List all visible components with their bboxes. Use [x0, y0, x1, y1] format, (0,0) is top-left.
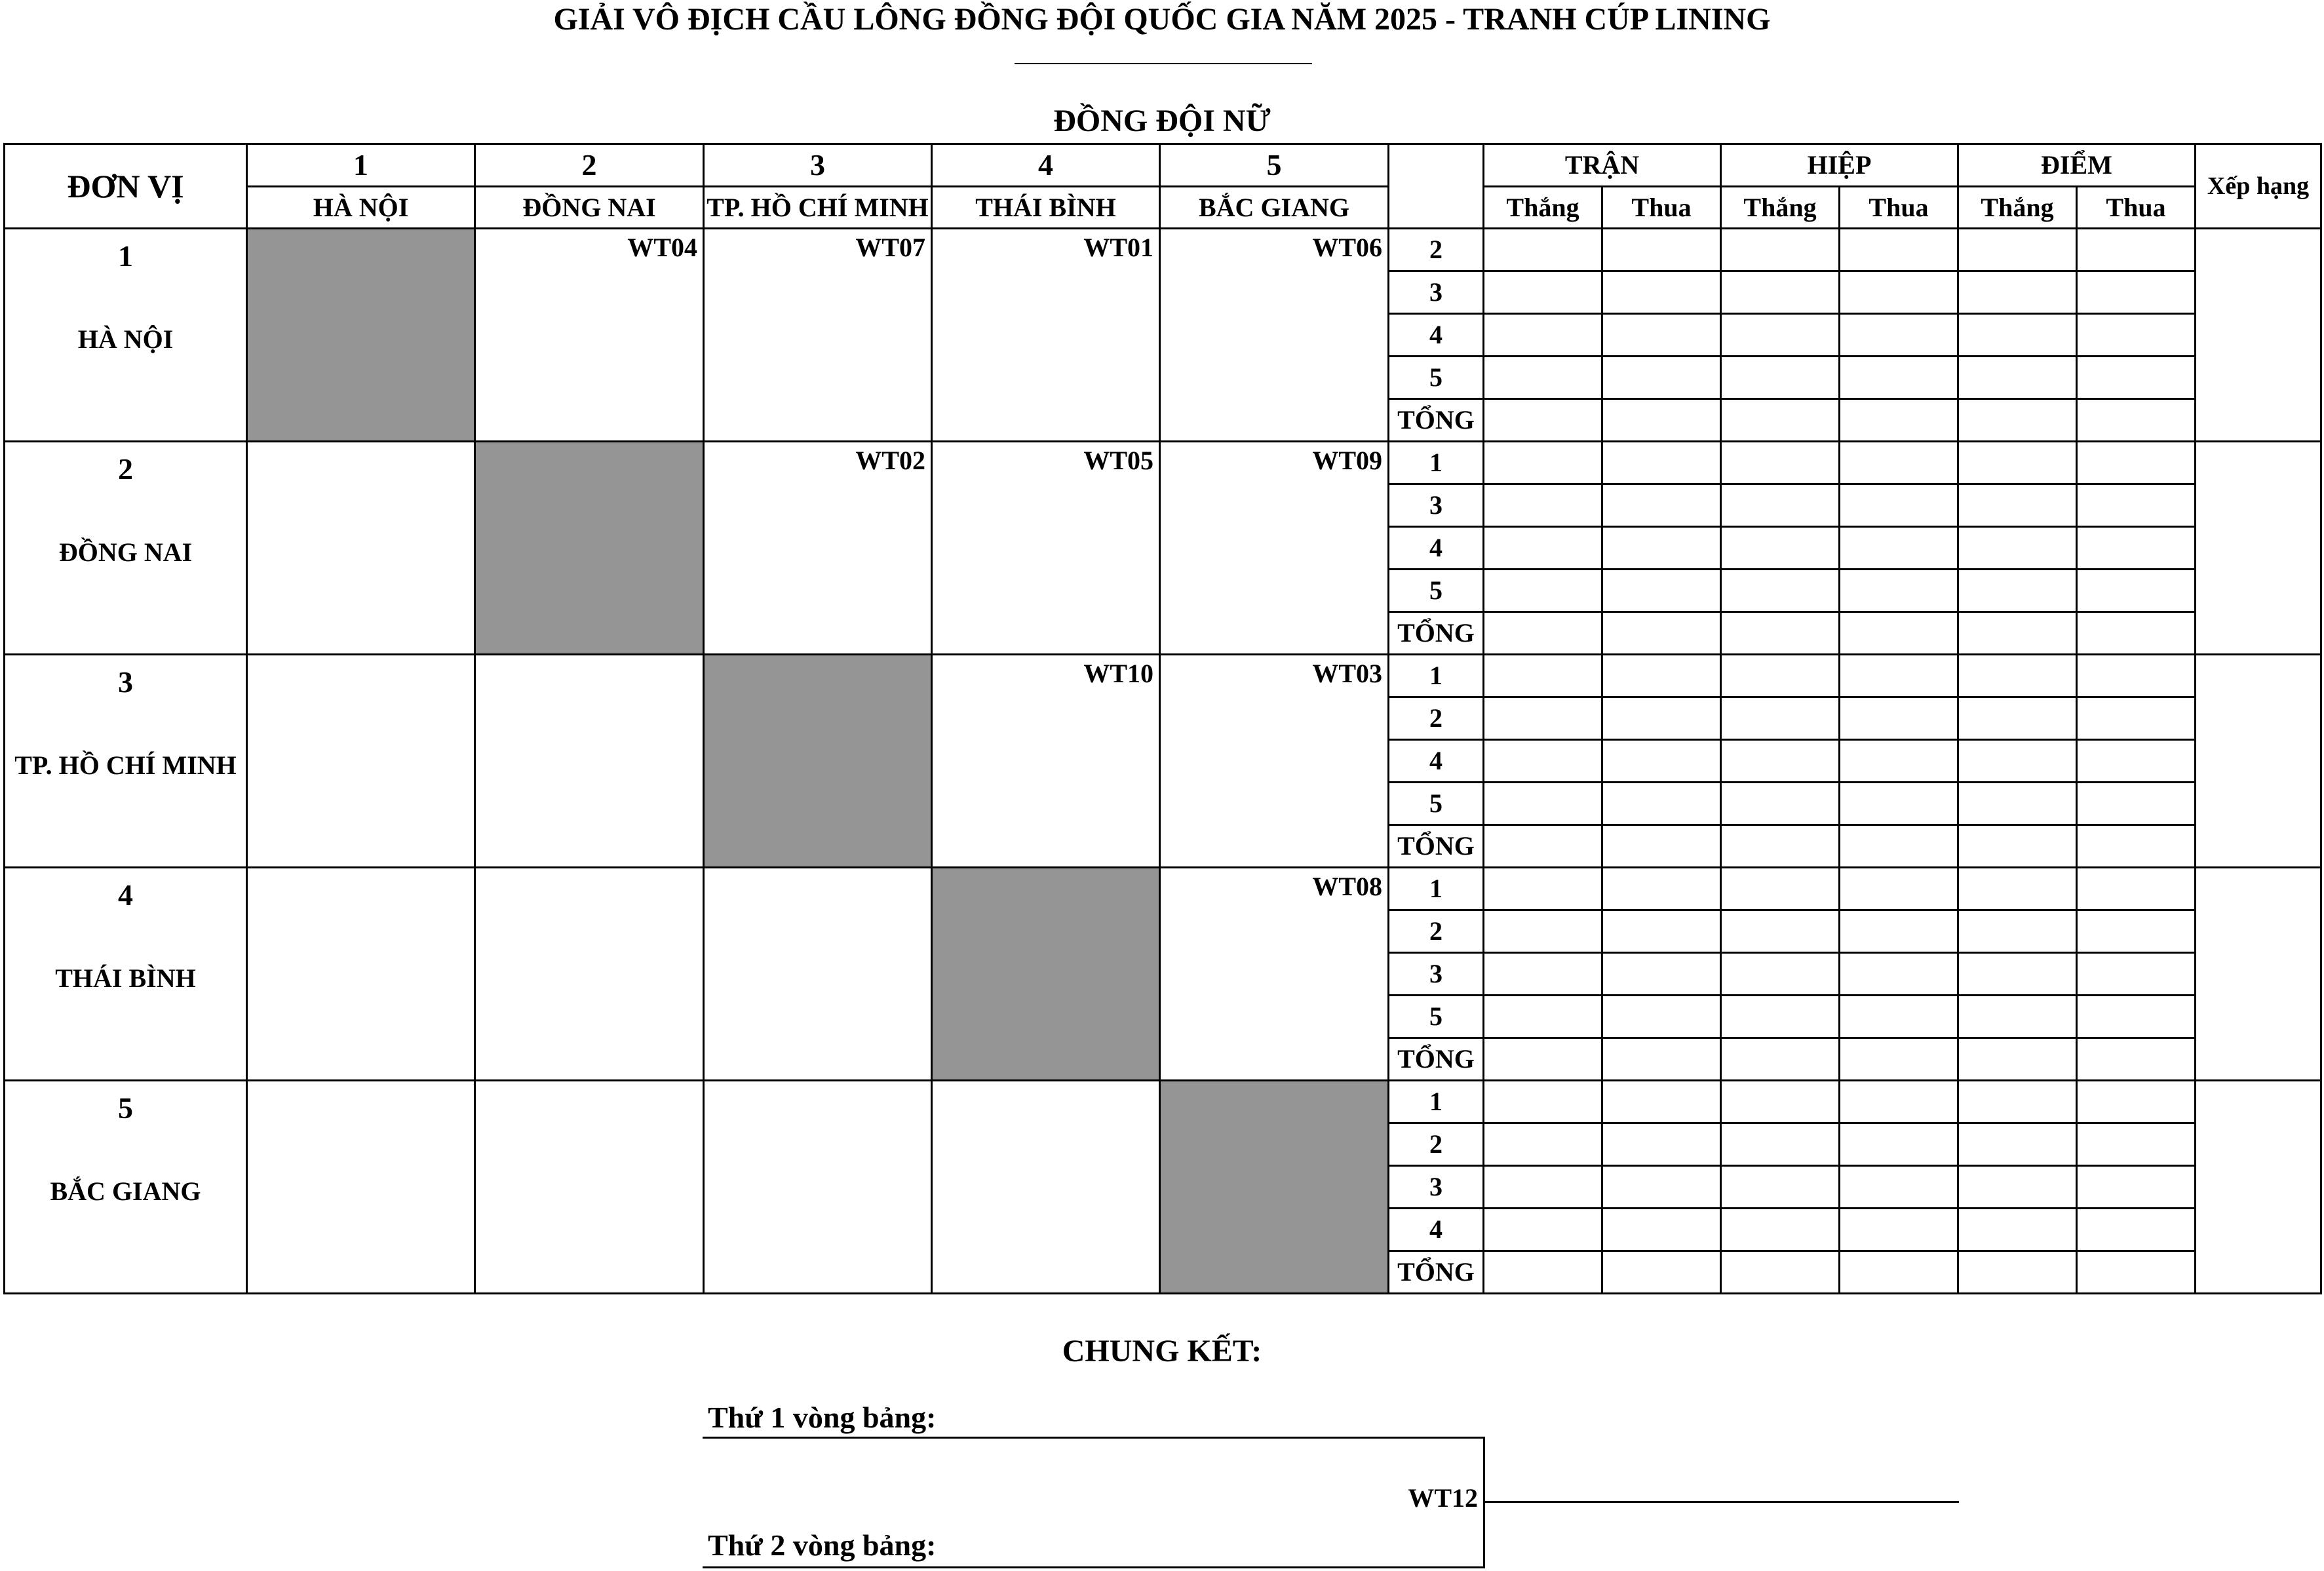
matches-header: TRẬN: [1484, 144, 1721, 187]
score-cell[interactable]: [1958, 910, 2077, 953]
team-5-subrow: [5, 1081, 2321, 1123]
score-cell[interactable]: [1484, 1251, 1602, 1294]
score-cell[interactable]: [1958, 399, 2077, 442]
score-cell[interactable]: [1840, 1081, 1958, 1123]
team-name: BẮC GIANG: [50, 1176, 201, 1206]
score-cell[interactable]: [1602, 1209, 1721, 1251]
score-cell[interactable]: [1721, 612, 1840, 655]
opponent-label: 4: [1389, 740, 1484, 783]
score-cell[interactable]: [1840, 1251, 1958, 1294]
match-cell: WT02: [704, 442, 932, 655]
score-cell[interactable]: [1958, 783, 2077, 825]
title-underline: [1015, 63, 1312, 64]
score-cell[interactable]: [1958, 1123, 2077, 1166]
score-cell[interactable]: [2077, 697, 2196, 740]
self-match-cell: [704, 655, 932, 868]
score-cell[interactable]: [1484, 1038, 1602, 1081]
match-cell: [247, 868, 475, 1081]
points-loss-header: Thua: [2077, 187, 2196, 229]
page-title: GIẢI VÔ ĐỊCH CẦU LÔNG ĐỒNG ĐỘI QUỐC GIA NĂM 2025 - TRANH CÚP LINING: [553, 2, 1771, 37]
col-name-1: HÀ NỘI: [247, 187, 475, 229]
score-cell[interactable]: [1840, 910, 1958, 953]
score-cell[interactable]: [1602, 271, 1721, 314]
team-number: 1: [118, 239, 133, 273]
score-cell[interactable]: [1721, 910, 1840, 953]
opponent-label: 5: [1389, 783, 1484, 825]
score-cell[interactable]: [1958, 1209, 2077, 1251]
self-match-cell: [247, 229, 475, 442]
score-cell[interactable]: [1840, 399, 1958, 442]
matches-win-header: Thắng: [1484, 187, 1602, 229]
final-first-label: Thứ 1 vòng bảng:: [708, 1401, 937, 1434]
score-cell[interactable]: [1958, 484, 2077, 527]
score-cell[interactable]: [1721, 527, 1840, 570]
score-cell[interactable]: [1602, 442, 1721, 484]
page-subtitle: ĐỒNG ĐỘI NỮ: [1053, 104, 1271, 138]
score-cell[interactable]: [1958, 357, 2077, 399]
opponent-label: 4: [1389, 527, 1484, 570]
opponent-label: 4: [1389, 1209, 1484, 1251]
score-cell[interactable]: [1602, 1038, 1721, 1081]
score-cell[interactable]: [2077, 314, 2196, 357]
score-cell[interactable]: [1484, 868, 1602, 910]
team-number: 3: [118, 665, 133, 699]
score-cell[interactable]: [1721, 484, 1840, 527]
score-cell[interactable]: [1602, 697, 1721, 740]
match-cell: WT04: [475, 229, 704, 442]
points-header: ĐIỂM: [1958, 144, 2196, 187]
score-cell[interactable]: [1958, 825, 2077, 868]
score-cell[interactable]: [2077, 527, 2196, 570]
score-cell[interactable]: [1602, 484, 1721, 527]
score-cell[interactable]: [1721, 697, 1840, 740]
score-cell[interactable]: [1840, 570, 1958, 612]
score-cell[interactable]: [1721, 783, 1840, 825]
match-cell: [475, 655, 704, 868]
score-cell[interactable]: [1958, 868, 2077, 910]
score-cell[interactable]: [1840, 1166, 1958, 1209]
score-cell[interactable]: [1602, 868, 1721, 910]
score-cell[interactable]: [1484, 612, 1602, 655]
score-cell[interactable]: [1602, 527, 1721, 570]
score-cell[interactable]: [2077, 868, 2196, 910]
team-row-label: [5, 442, 247, 655]
score-cell[interactable]: [2077, 484, 2196, 527]
score-cell[interactable]: [1958, 1081, 2077, 1123]
score-cell[interactable]: [1484, 271, 1602, 314]
score-cell[interactable]: [2077, 1251, 2196, 1294]
score-cell[interactable]: [1840, 1123, 1958, 1166]
score-cell[interactable]: [1484, 825, 1602, 868]
score-cell[interactable]: [1602, 229, 1721, 271]
team-row-label: [5, 1081, 247, 1294]
score-cell[interactable]: [1958, 271, 2077, 314]
opponent-label: 3: [1389, 1166, 1484, 1209]
score-cell[interactable]: [1484, 442, 1602, 484]
opponent-label: TỔNG: [1389, 612, 1484, 655]
score-cell[interactable]: [1721, 357, 1840, 399]
score-cell[interactable]: [2077, 1123, 2196, 1166]
score-cell[interactable]: [1602, 953, 1721, 996]
match-cell: [704, 868, 932, 1081]
score-cell[interactable]: [1721, 1081, 1840, 1123]
bracket-bottom-line: [703, 1566, 1485, 1568]
match-cell: WT05: [932, 442, 1160, 655]
score-cell[interactable]: [1484, 783, 1602, 825]
final-match-code: WT12: [1408, 1483, 1478, 1513]
team-number: 2: [118, 452, 133, 486]
opponent-label: 1: [1389, 655, 1484, 697]
score-cell[interactable]: [1484, 484, 1602, 527]
score-cell[interactable]: [1958, 655, 2077, 697]
score-cell[interactable]: [1602, 570, 1721, 612]
round-robin-table: [3, 143, 2322, 1294]
rank-cell[interactable]: [2196, 1081, 2321, 1294]
opponent-label: TỔNG: [1389, 1038, 1484, 1081]
rank-header: Xếp hạng: [2196, 144, 2321, 229]
opponent-label: 3: [1389, 271, 1484, 314]
unit-header: ĐƠN VỊ: [5, 144, 247, 229]
score-cell[interactable]: [1840, 527, 1958, 570]
score-cell[interactable]: [1602, 910, 1721, 953]
score-cell[interactable]: [2077, 570, 2196, 612]
score-cell[interactable]: [1484, 1209, 1602, 1251]
score-cell[interactable]: [1484, 740, 1602, 783]
score-cell[interactable]: [1484, 229, 1602, 271]
match-cell: WT03: [1160, 655, 1389, 868]
score-cell[interactable]: [2077, 825, 2196, 868]
score-cell[interactable]: [1840, 1038, 1958, 1081]
score-cell[interactable]: [1958, 740, 2077, 783]
match-cell: WT07: [704, 229, 932, 442]
score-cell[interactable]: [1840, 740, 1958, 783]
opponent-label: 2: [1389, 910, 1484, 953]
score-cell[interactable]: [2077, 996, 2196, 1038]
score-cell[interactable]: [2077, 910, 2196, 953]
score-cell[interactable]: [1721, 229, 1840, 271]
score-cell[interactable]: [1484, 314, 1602, 357]
rank-cell[interactable]: [2196, 442, 2321, 655]
score-cell[interactable]: [1484, 1166, 1602, 1209]
score-cell[interactable]: [2077, 1166, 2196, 1209]
score-cell[interactable]: [1958, 570, 2077, 612]
score-cell[interactable]: [2077, 1209, 2196, 1251]
team-2-subrow: [5, 442, 2321, 484]
team-number: 5: [118, 1091, 133, 1125]
score-cell[interactable]: [2077, 357, 2196, 399]
score-cell[interactable]: [1721, 655, 1840, 697]
opponent-label: TỔNG: [1389, 399, 1484, 442]
opponent-label: 2: [1389, 1123, 1484, 1166]
team-3-subrow: [5, 655, 2321, 697]
opponent-label: 5: [1389, 570, 1484, 612]
team-1-subrow: [5, 229, 2321, 271]
opponent-label: 2: [1389, 697, 1484, 740]
opponent-label: 2: [1389, 229, 1484, 271]
score-cell[interactable]: [1602, 357, 1721, 399]
opponent-label: 3: [1389, 953, 1484, 996]
score-cell[interactable]: [1721, 868, 1840, 910]
opponent-header: [1389, 144, 1484, 229]
match-cell: WT01: [932, 229, 1160, 442]
score-cell[interactable]: [1602, 314, 1721, 357]
match-cell: [475, 868, 704, 1081]
score-cell[interactable]: [1721, 740, 1840, 783]
score-cell[interactable]: [1958, 1166, 2077, 1209]
score-cell[interactable]: [1958, 442, 2077, 484]
self-match-cell: [1160, 1081, 1389, 1294]
score-cell[interactable]: [2077, 783, 2196, 825]
sets-win-header: Thắng: [1721, 187, 1840, 229]
match-cell: [247, 1081, 475, 1294]
score-cell[interactable]: [1602, 996, 1721, 1038]
col-name-3: TP. HỒ CHÍ MINH: [704, 187, 932, 229]
score-cell[interactable]: [1840, 1209, 1958, 1251]
score-cell[interactable]: [1840, 229, 1958, 271]
score-cell[interactable]: [1840, 655, 1958, 697]
score-cell[interactable]: [1958, 612, 2077, 655]
rank-cell[interactable]: [2196, 655, 2321, 868]
score-cell[interactable]: [1721, 1123, 1840, 1166]
score-cell[interactable]: [1721, 442, 1840, 484]
opponent-label: TỔNG: [1389, 1251, 1484, 1294]
score-cell[interactable]: [1721, 1251, 1840, 1294]
opponent-label: 4: [1389, 314, 1484, 357]
score-cell[interactable]: [1958, 229, 2077, 271]
match-cell: [704, 1081, 932, 1294]
team-number: 4: [118, 878, 133, 912]
score-cell[interactable]: [1484, 357, 1602, 399]
col-name-4: THÁI BÌNH: [932, 187, 1160, 229]
opponent-label: 1: [1389, 442, 1484, 484]
team-name: THÁI BÌNH: [55, 963, 196, 993]
score-cell[interactable]: [2077, 953, 2196, 996]
col-num-1: 1: [247, 144, 475, 187]
final-title: CHUNG KẾT:: [1062, 1334, 1262, 1368]
bracket-winner-line: [1485, 1501, 1959, 1503]
score-cell[interactable]: [1721, 1038, 1840, 1081]
score-cell[interactable]: [1721, 314, 1840, 357]
col-num-2: 2: [475, 144, 704, 187]
opponent-label: TỔNG: [1389, 825, 1484, 868]
final-second-label: Thứ 2 vòng bảng:: [708, 1528, 937, 1562]
score-cell[interactable]: [1484, 1081, 1602, 1123]
score-cell[interactable]: [1602, 655, 1721, 697]
score-cell[interactable]: [1958, 996, 2077, 1038]
score-cell[interactable]: [1958, 697, 2077, 740]
score-cell[interactable]: [1721, 953, 1840, 996]
score-cell[interactable]: [1840, 783, 1958, 825]
opponent-label: 1: [1389, 868, 1484, 910]
score-cell[interactable]: [1721, 1209, 1840, 1251]
sets-loss-header: Thua: [1840, 187, 1958, 229]
score-cell[interactable]: [2077, 1038, 2196, 1081]
score-cell[interactable]: [1958, 314, 2077, 357]
score-cell[interactable]: [1958, 527, 2077, 570]
score-cell[interactable]: [1602, 1251, 1721, 1294]
col-num-4: 4: [932, 144, 1160, 187]
score-cell[interactable]: [1840, 442, 1958, 484]
team-row-label: [5, 229, 247, 442]
match-cell: WT08: [1160, 868, 1389, 1081]
score-cell[interactable]: [1840, 271, 1958, 314]
score-cell[interactable]: [1484, 399, 1602, 442]
score-cell[interactable]: [1721, 996, 1840, 1038]
points-win-header: Thắng: [1958, 187, 2077, 229]
col-name-2: ĐỒNG NAI: [475, 187, 704, 229]
col-name-5: BẮC GIANG: [1160, 187, 1389, 229]
score-cell[interactable]: [1602, 825, 1721, 868]
team-row-label: [5, 655, 247, 868]
score-cell[interactable]: [1602, 1123, 1721, 1166]
score-cell[interactable]: [1484, 1123, 1602, 1166]
score-cell[interactable]: [2077, 612, 2196, 655]
match-cell: WT09: [1160, 442, 1389, 655]
self-match-cell: [932, 868, 1160, 1081]
score-cell[interactable]: [2077, 442, 2196, 484]
col-num-3: 3: [704, 144, 932, 187]
score-cell[interactable]: [1602, 740, 1721, 783]
score-cell[interactable]: [1484, 570, 1602, 612]
score-cell[interactable]: [1958, 1251, 2077, 1294]
score-cell[interactable]: [1840, 953, 1958, 996]
sets-header: HIỆP: [1721, 144, 1958, 187]
score-cell[interactable]: [1484, 697, 1602, 740]
score-cell[interactable]: [2077, 271, 2196, 314]
rank-cell[interactable]: [2196, 868, 2321, 1081]
match-cell: [247, 655, 475, 868]
score-cell[interactable]: [1958, 1038, 2077, 1081]
score-cell[interactable]: [1484, 655, 1602, 697]
score-cell[interactable]: [1958, 953, 2077, 996]
score-cell[interactable]: [1484, 527, 1602, 570]
score-cell[interactable]: [1721, 271, 1840, 314]
score-cell[interactable]: [1602, 399, 1721, 442]
opponent-label: 5: [1389, 996, 1484, 1038]
score-cell[interactable]: [2077, 229, 2196, 271]
score-cell[interactable]: [1484, 953, 1602, 996]
score-cell[interactable]: [1721, 399, 1840, 442]
match-cell: [247, 442, 475, 655]
opponent-label: 5: [1389, 357, 1484, 399]
match-cell: WT10: [932, 655, 1160, 868]
score-cell[interactable]: [1602, 1081, 1721, 1123]
col-num-5: 5: [1160, 144, 1389, 187]
score-cell[interactable]: [1840, 484, 1958, 527]
opponent-label: 3: [1389, 484, 1484, 527]
score-cell[interactable]: [1840, 868, 1958, 910]
rank-cell[interactable]: [2196, 229, 2321, 442]
score-cell[interactable]: [1840, 825, 1958, 868]
score-cell[interactable]: [1840, 612, 1958, 655]
score-cell[interactable]: [1602, 612, 1721, 655]
matches-loss-header: Thua: [1602, 187, 1721, 229]
score-cell[interactable]: [2077, 399, 2196, 442]
score-cell[interactable]: [1602, 783, 1721, 825]
team-name: TP. HỒ CHÍ MINH: [14, 750, 237, 780]
score-cell[interactable]: [1484, 996, 1602, 1038]
score-cell[interactable]: [1721, 1166, 1840, 1209]
score-cell[interactable]: [1840, 996, 1958, 1038]
score-cell[interactable]: [2077, 740, 2196, 783]
self-match-cell: [475, 442, 704, 655]
match-cell: [475, 1081, 704, 1294]
score-cell[interactable]: [1840, 314, 1958, 357]
score-cell[interactable]: [1721, 825, 1840, 868]
team-row-label: [5, 868, 247, 1081]
score-cell[interactable]: [1602, 1166, 1721, 1209]
team-name: HÀ NỘI: [77, 324, 174, 354]
team-name: ĐỒNG NAI: [58, 537, 193, 567]
score-cell[interactable]: [1721, 570, 1840, 612]
match-cell: WT06: [1160, 229, 1389, 442]
opponent-label: 1: [1389, 1081, 1484, 1123]
score-cell[interactable]: [2077, 1081, 2196, 1123]
match-cell: [932, 1081, 1160, 1294]
score-cell[interactable]: [1484, 910, 1602, 953]
score-cell[interactable]: [2077, 655, 2196, 697]
score-cell[interactable]: [1840, 357, 1958, 399]
team-4-subrow: [5, 868, 2321, 910]
bracket-top-line: [703, 1437, 1485, 1439]
score-cell[interactable]: [1840, 697, 1958, 740]
